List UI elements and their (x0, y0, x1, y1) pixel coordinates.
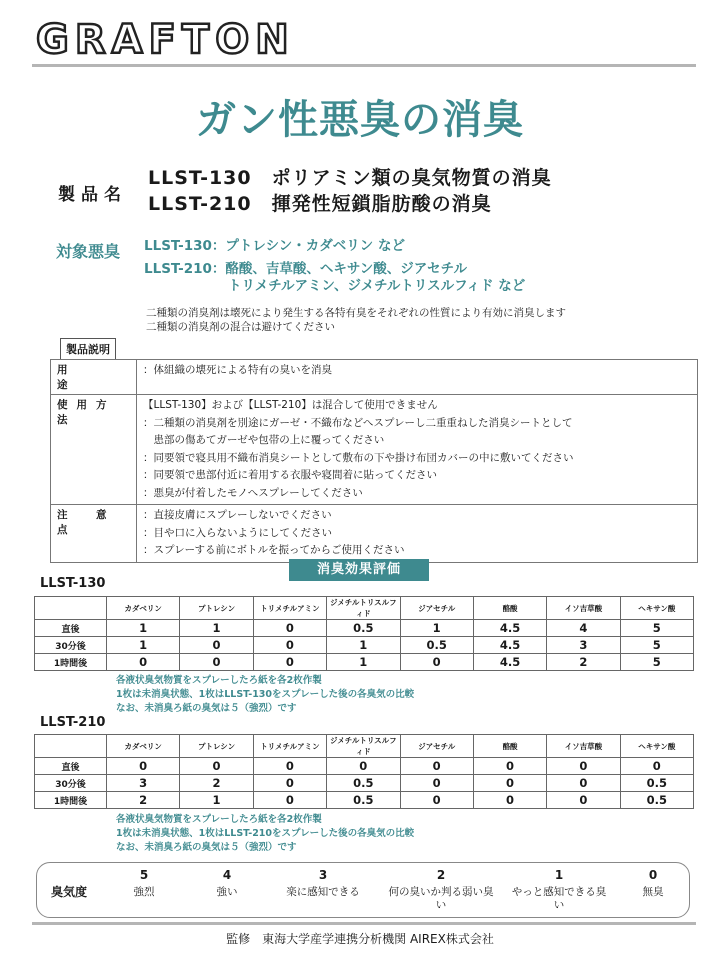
table-row (35, 775, 694, 792)
table-note: なお、未消臭ろ紙の臭気は５（強烈）です (116, 842, 297, 853)
column-header: ヘキサン酸 (620, 735, 693, 758)
column-header: プトレシン (180, 735, 253, 758)
brand-logo-text: GRAFTON (36, 17, 295, 63)
column-header: ヘキサン酸 (620, 597, 693, 620)
target-odor-line-3: トリメチルアミン、ジメチルトリスルフィド など (228, 278, 526, 294)
method-line: 患部の傷あてガーゼや包帯の上に覆ってください (143, 434, 385, 446)
caution-label: 注 意 点 (51, 505, 137, 563)
odor-scale-label: 臭気度 (51, 885, 88, 899)
corner-cell (35, 597, 107, 620)
score-cell: 0 (400, 654, 473, 671)
odor-level (385, 867, 497, 912)
score-cell: 0 (180, 637, 253, 654)
column-header: イソ吉草酸 (547, 735, 620, 758)
column-header: ジメチルトリスルフィド (327, 597, 400, 620)
score-cell: 0 (253, 758, 326, 775)
score-cell: 0 (327, 758, 400, 775)
target-odor-line-2: LLST-210：酪酸、吉草酸、ヘキサン酸、ジアセチル (144, 261, 467, 277)
method-line: 【LLST-130】および【LLST-210】は混合して使用できません (143, 399, 438, 411)
score-cell: 2 (547, 654, 620, 671)
method-line: ：二種類の消臭剤を別途にガーゼ・不織布などへスプレーし二重重ねした消臭シートとして (143, 416, 573, 429)
odor-level (134, 867, 155, 899)
table-row (35, 792, 694, 809)
product-line-2: LLST-210 揮発性短鎖脂肪酸の消臭 (148, 193, 492, 215)
score-cell: 0 (253, 637, 326, 654)
column-header: ジアセチル (400, 597, 473, 620)
score-cell: 0 (400, 792, 473, 809)
score-cell: 1 (180, 620, 253, 637)
score-cell: 0 (400, 775, 473, 792)
score-cell: 4.5 (473, 620, 546, 637)
column-header: トリメチルアミン (253, 597, 326, 620)
score-cell: 2 (180, 775, 253, 792)
column-header: トリメチルアミン (253, 735, 326, 758)
method-line: ：同要領で患部付近に着用する衣服や寝間着に貼ってください (143, 469, 437, 481)
score-cell: 0.5 (400, 637, 473, 654)
odor-level-text: 強い (216, 886, 238, 898)
odor-scale (36, 862, 690, 918)
score-cell: 0 (253, 775, 326, 792)
caution-line: ：スプレーする前にボトルを振ってからご使用ください (143, 544, 405, 556)
table-note: 各液状臭気物質をスプレーしたろ紙を各2枚作製 (116, 814, 322, 825)
usage-text: ：体組織の壊死による特有の臭いを消臭 (143, 364, 332, 376)
score-cell: 0 (253, 654, 326, 671)
score-cell: 0 (180, 654, 253, 671)
column-header: ジアセチル (400, 735, 473, 758)
odor-level-number: 4 (222, 868, 232, 882)
table-note: 各液状臭気物質をスプレーしたろ紙を各2枚作製 (116, 675, 322, 686)
score-cell: 1 (180, 792, 253, 809)
score-cell: 1 (107, 637, 180, 654)
odor-level-text: 何の臭いか判る弱い臭い (388, 886, 494, 911)
score-cell: 0 (547, 775, 620, 792)
table-row (35, 637, 694, 654)
header-divider (32, 64, 696, 67)
caution-line: ：直接皮膚にスプレーしないでください (143, 509, 332, 521)
supervisor-credit: 監修 東海大学産学連携分析機関 AIREX株式会社 (226, 932, 494, 946)
score-cell: 5 (620, 654, 693, 671)
method-line: ：同要領で寝具用不織布消臭シートとして敷布の下や掛け布団カバーの中に敷いてください (143, 451, 574, 464)
row-label: 30分後 (35, 637, 107, 654)
target-odor-label: 対象悪臭 (56, 242, 121, 261)
score-cell: 0 (253, 792, 326, 809)
score-cell: 5 (620, 637, 693, 654)
score-cell: 4 (547, 620, 620, 637)
score-cell: 4.5 (473, 654, 546, 671)
odor-level (286, 867, 360, 899)
footer-divider (32, 922, 696, 925)
odor-level (643, 867, 664, 899)
table-note: なお、未消臭ろ紙の臭気は５（強烈）です (116, 703, 297, 714)
odor-level-number: 5 (139, 868, 149, 882)
row-label: 30分後 (35, 775, 107, 792)
odor-level-number: 2 (436, 868, 446, 882)
column-header: カダベリン (107, 735, 180, 758)
odor-level (509, 867, 609, 912)
evaluation-title: 消臭効果評価 (289, 559, 429, 581)
score-cell: 0 (400, 758, 473, 775)
table-title-llst-210: LLST-210 (40, 715, 106, 730)
score-cell: 0.5 (327, 792, 400, 809)
row-label: 1時間後 (35, 654, 107, 671)
score-cell: 3 (547, 637, 620, 654)
score-cell: 0 (547, 758, 620, 775)
odor-level (217, 867, 238, 899)
score-cell: 1 (327, 654, 400, 671)
usage-label: 用 途 (51, 360, 137, 395)
row-label: 1時間後 (35, 792, 107, 809)
score-cell: 2 (107, 792, 180, 809)
score-cell: 5 (620, 620, 693, 637)
score-cell: 0 (473, 758, 546, 775)
table-note: 1枚は未消臭状態、1枚はLLST-210をスプレーした後の各臭気の比較 (116, 828, 415, 839)
product-label: 製品名 (58, 185, 127, 205)
table-title-llst-130: LLST-130 (40, 576, 106, 591)
corner-cell (35, 735, 107, 758)
odor-level-text: 無臭 (642, 886, 664, 898)
table-row (35, 620, 694, 637)
odor-level-text: 強烈 (133, 886, 155, 898)
score-cell: 0 (620, 758, 693, 775)
column-header: イソ吉草酸 (547, 597, 620, 620)
note-line-2: 二種類の消臭剤の混合は避けてください (146, 321, 335, 333)
row-label: 直後 (35, 758, 107, 775)
score-cell: 0.5 (620, 792, 693, 809)
description-table (50, 359, 698, 563)
description-tab: 製品説明 (60, 338, 116, 360)
odor-level-number: 1 (554, 868, 564, 882)
brand-logo (36, 17, 295, 63)
score-cell: 1 (400, 620, 473, 637)
score-cell: 4.5 (473, 637, 546, 654)
score-cell: 0 (547, 792, 620, 809)
column-header: プトレシン (180, 597, 253, 620)
odor-level-number: 3 (318, 868, 328, 882)
target-odor-line-1: LLST-130：プトレシン・カダベリン など (144, 238, 405, 254)
score-cell: 0.5 (620, 775, 693, 792)
column-header: ジメチルトリスルフィド (327, 735, 400, 758)
page-title: ガン性悪臭の消臭 (196, 97, 524, 143)
score-cell: 0 (473, 775, 546, 792)
caution-line: ：目や口に入らないようにしてください (143, 526, 332, 539)
results-table-llst-130 (34, 596, 694, 671)
score-cell: 0 (107, 758, 180, 775)
column-header: 酪酸 (473, 597, 546, 620)
table-note: 1枚は未消臭状態、1枚はLLST-130をスプレーした後の各臭気の比較 (116, 689, 415, 700)
column-header: 酪酸 (473, 735, 546, 758)
odor-level-number: 0 (648, 868, 658, 882)
score-cell: 0 (253, 620, 326, 637)
score-cell: 0.5 (327, 775, 400, 792)
odor-level-text: やっと感知できる臭い (511, 886, 607, 911)
method-label: 使用方法 (51, 395, 137, 505)
score-cell: 1 (327, 637, 400, 654)
score-cell: 0 (180, 758, 253, 775)
score-cell: 3 (107, 775, 180, 792)
product-line-1: LLST-130 ポリアミン類の臭気物質の消臭 (148, 167, 552, 189)
results-table-llst-210 (34, 734, 694, 809)
note-line-1: 二種類の消臭剤は壊死により発生する各特有臭をそれぞれの性質により有効に消臭します (146, 307, 566, 319)
column-header: カダベリン (107, 597, 180, 620)
row-label: 直後 (35, 620, 107, 637)
table-row (35, 654, 694, 671)
score-cell: 1 (107, 620, 180, 637)
table-row (35, 758, 694, 775)
score-cell: 0.5 (327, 620, 400, 637)
odor-level-text: 楽に感知できる (286, 886, 360, 898)
method-line: ：悪臭が付着したモノへスプレーしてください (143, 486, 363, 499)
score-cell: 0 (473, 792, 546, 809)
score-cell: 0 (107, 654, 180, 671)
